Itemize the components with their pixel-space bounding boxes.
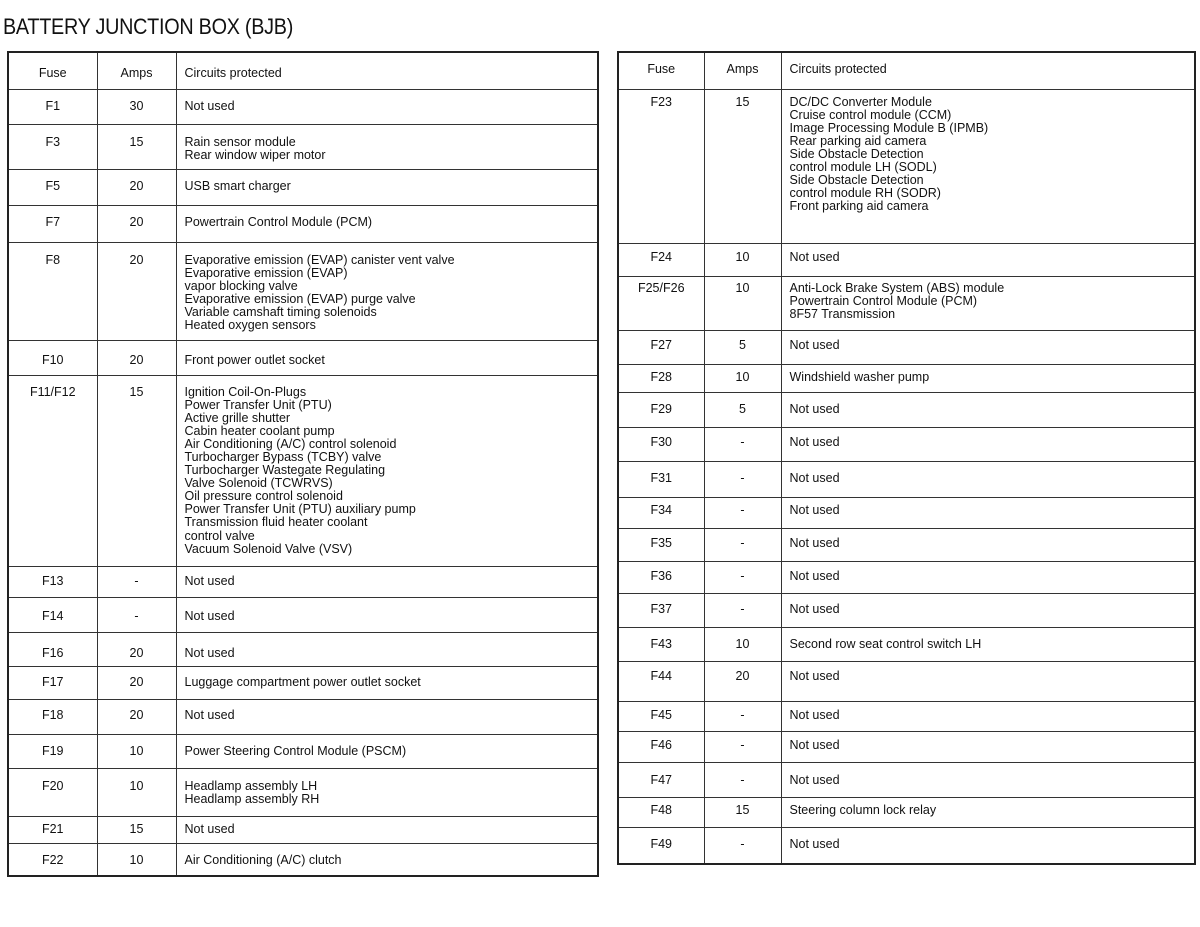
fuse-amps-cell bbox=[704, 828, 781, 864]
fuse-amps: 5 bbox=[739, 338, 746, 353]
circuits-protected: Not used bbox=[789, 471, 840, 486]
circuits-protected: Not used bbox=[789, 773, 840, 788]
fuse-amps: 30 bbox=[129, 98, 144, 113]
fuse-amps-cell bbox=[97, 843, 176, 876]
fuse-column-header-label: Fuse bbox=[647, 62, 676, 76]
fuse-amps-cell bbox=[704, 627, 781, 661]
fuse-amps-cell bbox=[97, 89, 176, 124]
fuse-id: F29 bbox=[650, 402, 673, 417]
amps-column-header bbox=[704, 52, 781, 89]
circuits-protected: Luggage compartment power outlet socket bbox=[184, 674, 421, 689]
fuse-id-cell bbox=[8, 205, 97, 242]
fuse-amps: 20 bbox=[129, 645, 144, 660]
circuits-protected-cell bbox=[781, 243, 1195, 276]
fuse-id-cell bbox=[618, 593, 704, 627]
circuits-protected-cell bbox=[176, 340, 598, 375]
fuse-amps: 10 bbox=[735, 636, 750, 651]
table-row bbox=[618, 798, 1195, 828]
fuse-amps-cell bbox=[704, 462, 781, 497]
fuse-column-header bbox=[8, 52, 97, 89]
circuits-protected-cell bbox=[176, 89, 598, 124]
fuse-id: F43 bbox=[650, 636, 673, 651]
fuse-amps-cell bbox=[704, 331, 781, 365]
circuits-protected: Not used bbox=[789, 249, 840, 264]
fuse-id-cell bbox=[618, 528, 704, 561]
circuits-protected-cell bbox=[781, 393, 1195, 428]
circuits-protected: Front power outlet socket bbox=[184, 352, 325, 367]
circuits-protected-cell bbox=[781, 365, 1195, 393]
fuse-id-cell bbox=[618, 331, 704, 365]
fuse-id: F21 bbox=[41, 821, 64, 836]
table-row bbox=[618, 462, 1195, 497]
table-row bbox=[618, 528, 1195, 561]
fuse-id: F24 bbox=[650, 249, 673, 264]
fuse-id: F5 bbox=[45, 178, 61, 193]
fuse-amps-cell bbox=[704, 393, 781, 428]
circuits-protected: Powertrain Control Module (PCM) bbox=[184, 214, 373, 229]
circuits-protected: Not used bbox=[184, 821, 235, 836]
fuse-id-cell bbox=[618, 365, 704, 393]
circuits-protected-cell bbox=[781, 828, 1195, 864]
circuits-protected-cell bbox=[781, 497, 1195, 528]
fuse-id: F47 bbox=[650, 773, 673, 788]
fuse-id: F35 bbox=[650, 535, 673, 550]
circuits-protected-cell bbox=[176, 375, 598, 566]
fuse-amps-cell bbox=[97, 597, 176, 632]
table-header-row bbox=[618, 52, 1195, 89]
fuse-id-cell bbox=[8, 666, 97, 699]
table-row bbox=[618, 828, 1195, 864]
fuse-amps-cell bbox=[97, 768, 176, 816]
circuits-protected-cell bbox=[781, 277, 1195, 331]
table-row bbox=[8, 768, 598, 816]
fuse-column-header bbox=[618, 52, 704, 89]
fuse-amps: 20 bbox=[129, 674, 144, 689]
table-row bbox=[618, 593, 1195, 627]
fuse-id-cell bbox=[8, 843, 97, 876]
fuse-amps-cell bbox=[97, 375, 176, 566]
table-row bbox=[618, 702, 1195, 732]
circuits-protected: Rain sensor module Rear window wiper motor bbox=[184, 134, 326, 162]
circuits-protected: Power Steering Control Module (PSCM) bbox=[184, 743, 407, 758]
fuse-id: F23 bbox=[650, 94, 673, 109]
fuse-table-left bbox=[7, 51, 599, 877]
fuse-amps: 15 bbox=[129, 821, 144, 836]
circuits-protected: Not used bbox=[184, 573, 235, 588]
fuse-amps-cell bbox=[97, 632, 176, 666]
table-row bbox=[618, 763, 1195, 798]
fuse-id-cell bbox=[618, 828, 704, 864]
table-row bbox=[8, 566, 598, 597]
table-row bbox=[8, 597, 598, 632]
fuse-amps: 15 bbox=[735, 94, 750, 109]
table-row bbox=[8, 89, 598, 124]
table-row bbox=[618, 89, 1195, 243]
fuse-table-right bbox=[617, 51, 1196, 865]
fuse-amps: - bbox=[740, 502, 745, 517]
fuse-id: F25/F26 bbox=[637, 281, 685, 296]
fuse-id: F37 bbox=[650, 601, 673, 616]
circuits-protected: Not used bbox=[789, 402, 840, 417]
circuits-protected: Headlamp assembly LH Headlamp assembly RH bbox=[184, 778, 320, 806]
page-title: BATTERY JUNCTION BOX (BJB) bbox=[3, 14, 294, 39]
circuits-protected: Not used bbox=[184, 608, 235, 623]
fuse-id: F3 bbox=[45, 134, 61, 149]
fuse-id: F10 bbox=[41, 352, 64, 367]
fuse-id-cell bbox=[618, 497, 704, 528]
table-row bbox=[8, 340, 598, 375]
fuse-id-cell bbox=[8, 89, 97, 124]
circuits-protected-cell bbox=[781, 702, 1195, 732]
fuse-amps: 15 bbox=[735, 803, 750, 818]
table-row bbox=[8, 242, 598, 340]
fuse-id: F16 bbox=[41, 645, 64, 660]
fuse-amps: 5 bbox=[739, 402, 746, 417]
circuits-protected: USB smart charger bbox=[184, 178, 291, 193]
fuse-amps-cell bbox=[704, 763, 781, 798]
table-row bbox=[8, 843, 598, 876]
circuits-protected-cell bbox=[176, 734, 598, 768]
circuits-protected-cell bbox=[176, 242, 598, 340]
fuse-amps-cell bbox=[97, 340, 176, 375]
fuse-amps-cell bbox=[704, 593, 781, 627]
circuits-protected: Not used bbox=[789, 435, 840, 450]
fuse-amps-cell bbox=[704, 661, 781, 701]
circuits-protected: Not used bbox=[789, 502, 840, 517]
fuse-id: F20 bbox=[41, 778, 64, 793]
table-row bbox=[618, 393, 1195, 428]
fuse-id-cell bbox=[8, 768, 97, 816]
circuits-protected-cell bbox=[781, 89, 1195, 243]
fuse-amps-cell bbox=[704, 428, 781, 462]
circuits-protected: Not used bbox=[789, 601, 840, 616]
fuse-id: F36 bbox=[650, 568, 673, 583]
amps-column-header bbox=[97, 52, 176, 89]
circuits-protected-cell bbox=[781, 428, 1195, 462]
fuse-id-cell bbox=[618, 732, 704, 763]
fuse-id: F46 bbox=[650, 738, 673, 753]
fuse-amps-cell bbox=[97, 566, 176, 597]
table-row bbox=[618, 331, 1195, 365]
circuits-protected: Air Conditioning (A/C) clutch bbox=[184, 852, 342, 867]
fuse-id: F18 bbox=[41, 707, 64, 722]
fuse-id: F28 bbox=[650, 370, 673, 385]
circuits-column-header bbox=[176, 52, 598, 89]
circuits-protected: Not used bbox=[184, 645, 235, 660]
fuse-amps-cell bbox=[704, 89, 781, 243]
fuse-amps: - bbox=[134, 608, 139, 623]
fuse-id-cell bbox=[618, 702, 704, 732]
table-row bbox=[618, 561, 1195, 593]
fuse-id: F27 bbox=[650, 338, 673, 353]
fuse-amps-cell bbox=[704, 561, 781, 593]
fuse-id-cell bbox=[618, 561, 704, 593]
fuse-amps: 20 bbox=[129, 214, 144, 229]
fuse-amps-cell bbox=[97, 124, 176, 169]
fuse-id-cell bbox=[618, 428, 704, 462]
table-row bbox=[618, 661, 1195, 701]
fuse-amps: 10 bbox=[129, 778, 144, 793]
fuse-id: F8 bbox=[45, 252, 61, 267]
fuse-amps: 10 bbox=[735, 370, 750, 385]
circuits-protected-cell bbox=[781, 593, 1195, 627]
fuse-id-cell bbox=[8, 169, 97, 205]
fuse-id: F19 bbox=[41, 743, 64, 758]
fuse-amps-cell bbox=[704, 798, 781, 828]
table-row bbox=[8, 699, 598, 734]
fuse-amps: 20 bbox=[129, 352, 144, 367]
fuse-amps-cell bbox=[97, 734, 176, 768]
fuse-amps-cell bbox=[704, 365, 781, 393]
fuse-id: F14 bbox=[41, 608, 64, 623]
fuse-id: F30 bbox=[650, 435, 673, 450]
circuits-protected: Not used bbox=[789, 738, 840, 753]
fuse-id-cell bbox=[618, 393, 704, 428]
circuits-protected: Not used bbox=[789, 535, 840, 550]
fuse-id-cell bbox=[618, 763, 704, 798]
circuits-protected-cell bbox=[176, 124, 598, 169]
circuits-protected-cell bbox=[176, 816, 598, 843]
circuits-protected-cell bbox=[176, 205, 598, 242]
table-row bbox=[618, 732, 1195, 763]
fuse-id: F13 bbox=[41, 573, 64, 588]
fuse-amps: - bbox=[740, 601, 745, 616]
fuse-amps: - bbox=[134, 573, 139, 588]
fuse-amps-cell bbox=[704, 497, 781, 528]
fuse-id-cell bbox=[618, 462, 704, 497]
fuse-amps-cell bbox=[97, 666, 176, 699]
fuse-amps-cell bbox=[97, 242, 176, 340]
fuse-amps: - bbox=[740, 708, 745, 722]
table-row bbox=[8, 124, 598, 169]
table-row bbox=[618, 497, 1195, 528]
fuse-id-cell bbox=[8, 597, 97, 632]
fuse-id-cell bbox=[618, 89, 704, 243]
circuits-protected-cell bbox=[781, 331, 1195, 365]
table-row bbox=[618, 428, 1195, 462]
fuse-amps-cell bbox=[704, 732, 781, 763]
fuse-amps: 15 bbox=[129, 134, 144, 149]
fuse-amps: - bbox=[740, 837, 745, 852]
fuse-amps-cell bbox=[704, 528, 781, 561]
circuits-protected-cell bbox=[781, 561, 1195, 593]
fuse-column-header-label: Fuse bbox=[38, 66, 67, 80]
fuse-id: F17 bbox=[41, 674, 64, 689]
circuits-protected-cell bbox=[781, 798, 1195, 828]
circuits-protected: Not used bbox=[789, 837, 840, 852]
circuits-column-header-label: Circuits protected bbox=[184, 66, 282, 80]
fuse-id-cell bbox=[8, 816, 97, 843]
fuse-id: F22 bbox=[41, 852, 64, 867]
circuits-protected: Steering column lock relay bbox=[789, 803, 937, 818]
fuse-amps: 20 bbox=[129, 707, 144, 722]
circuits-protected-cell bbox=[781, 661, 1195, 701]
circuits-protected-cell bbox=[176, 632, 598, 666]
fuse-id: F1 bbox=[45, 98, 61, 113]
circuits-protected-cell bbox=[176, 566, 598, 597]
circuits-protected: Windshield washer pump bbox=[789, 370, 930, 385]
fuse-amps: 20 bbox=[129, 178, 144, 193]
table-row bbox=[8, 816, 598, 843]
table-row bbox=[618, 243, 1195, 276]
fuse-id-cell bbox=[8, 734, 97, 768]
table-row bbox=[618, 627, 1195, 661]
table-row bbox=[8, 632, 598, 666]
fuse-amps: 15 bbox=[129, 384, 144, 399]
circuits-column-header bbox=[781, 52, 1195, 89]
table-row bbox=[8, 375, 598, 566]
circuits-protected: Not used bbox=[789, 708, 840, 722]
fuse-id-cell bbox=[8, 375, 97, 566]
fuse-id: F34 bbox=[650, 502, 673, 517]
fuse-amps: - bbox=[740, 535, 745, 550]
circuits-protected-cell bbox=[781, 462, 1195, 497]
table-row bbox=[8, 734, 598, 768]
fuse-amps-cell bbox=[97, 169, 176, 205]
table-row bbox=[8, 205, 598, 242]
fuse-id-cell bbox=[8, 340, 97, 375]
fuse-id-cell bbox=[8, 566, 97, 597]
fuse-amps: - bbox=[740, 471, 745, 486]
table-row bbox=[618, 365, 1195, 393]
fuse-amps-cell bbox=[704, 243, 781, 276]
circuits-protected-cell bbox=[781, 627, 1195, 661]
circuits-protected: DC/DC Converter Module Cruise control module (CCM) Image Processing Module B (IPMB) Rear parking aid camera Side Obstacle Detection control module LH (SODL) Side Obstacle Detection control module RH (SODR) Front parking aid camera bbox=[789, 94, 989, 214]
circuits-protected-cell bbox=[176, 597, 598, 632]
circuits-protected: Ignition Coil-On-Plugs Power Transfer Unit (PTU) Active grille shutter Cabin heater coolant pump Air Conditioning (A/C) control solenoid Turbocharger Bypass (TCBY) valve Turbocharger Wastegate Regulating Valve Solenoid (TCWRVS) Oil pressure control solenoid Power Transfer Unit (PTU) auxiliary pump Transmission fluid heater coolant control valve Vacuum Solenoid Valve (VSV) bbox=[184, 384, 416, 556]
fuse-id-cell bbox=[8, 242, 97, 340]
fuse-id-cell bbox=[618, 627, 704, 661]
fuse-id: F49 bbox=[650, 837, 673, 852]
table-row bbox=[8, 666, 598, 699]
fuse-id: F48 bbox=[650, 803, 673, 818]
circuits-protected: Not used bbox=[184, 707, 235, 722]
fuse-amps: - bbox=[740, 435, 745, 450]
fuse-amps: 20 bbox=[129, 252, 144, 267]
fuse-id: F7 bbox=[45, 214, 61, 229]
fuse-id-cell bbox=[8, 699, 97, 734]
fuse-amps: 10 bbox=[735, 249, 750, 264]
fuse-id: F44 bbox=[650, 668, 673, 683]
fuse-amps: 10 bbox=[735, 281, 750, 296]
circuits-protected-cell bbox=[176, 843, 598, 876]
circuits-protected: Not used bbox=[184, 98, 235, 113]
circuits-protected: Second row seat control switch LH bbox=[789, 636, 982, 651]
circuits-column-header-label: Circuits protected bbox=[789, 62, 887, 76]
table-row bbox=[618, 277, 1195, 331]
fuse-amps-cell bbox=[704, 702, 781, 732]
table-header-row bbox=[8, 52, 598, 89]
fuse-id: F45 bbox=[650, 708, 673, 722]
fuse-amps: - bbox=[740, 568, 745, 583]
circuits-protected: Evaporative emission (EVAP) canister vent valve Evaporative emission (EVAP) vapor blocking valve Evaporative emission (EVAP) purge valve Variable camshaft timing solenoids Heated oxygen sensors bbox=[184, 252, 455, 332]
circuits-protected-cell bbox=[176, 768, 598, 816]
fuse-amps-cell bbox=[97, 205, 176, 242]
fuse-id-cell bbox=[618, 798, 704, 828]
fuse-id-cell bbox=[618, 661, 704, 701]
fuse-id: F31 bbox=[650, 471, 673, 486]
circuits-protected-cell bbox=[176, 169, 598, 205]
circuits-protected-cell bbox=[176, 699, 598, 734]
fuse-amps-cell bbox=[704, 277, 781, 331]
fuse-id-cell bbox=[8, 124, 97, 169]
amps-column-header-label: Amps bbox=[120, 66, 153, 80]
circuits-protected: Not used bbox=[789, 568, 840, 583]
table-row bbox=[8, 169, 598, 205]
fuse-amps: - bbox=[740, 773, 745, 788]
fuse-amps-cell bbox=[97, 699, 176, 734]
fuse-amps: - bbox=[740, 738, 745, 753]
fuse-id-cell bbox=[618, 243, 704, 276]
fuse-amps: 10 bbox=[129, 852, 144, 867]
fuse-amps: 10 bbox=[129, 743, 144, 758]
fuse-id: F11/F12 bbox=[29, 384, 76, 399]
circuits-protected: Not used bbox=[789, 668, 840, 683]
circuits-protected-cell bbox=[781, 763, 1195, 798]
circuits-protected: Anti-Lock Brake System (ABS) module Powertrain Control Module (PCM) 8F57 Transmission bbox=[789, 281, 1005, 322]
fuse-id-cell bbox=[8, 632, 97, 666]
amps-column-header-label: Amps bbox=[726, 62, 759, 76]
circuits-protected-cell bbox=[176, 666, 598, 699]
fuse-id-cell bbox=[618, 277, 704, 331]
circuits-protected: Not used bbox=[789, 338, 840, 353]
circuits-protected-cell bbox=[781, 732, 1195, 763]
fuse-amps-cell bbox=[97, 816, 176, 843]
fuse-amps: 20 bbox=[735, 668, 750, 683]
circuits-protected-cell bbox=[781, 528, 1195, 561]
